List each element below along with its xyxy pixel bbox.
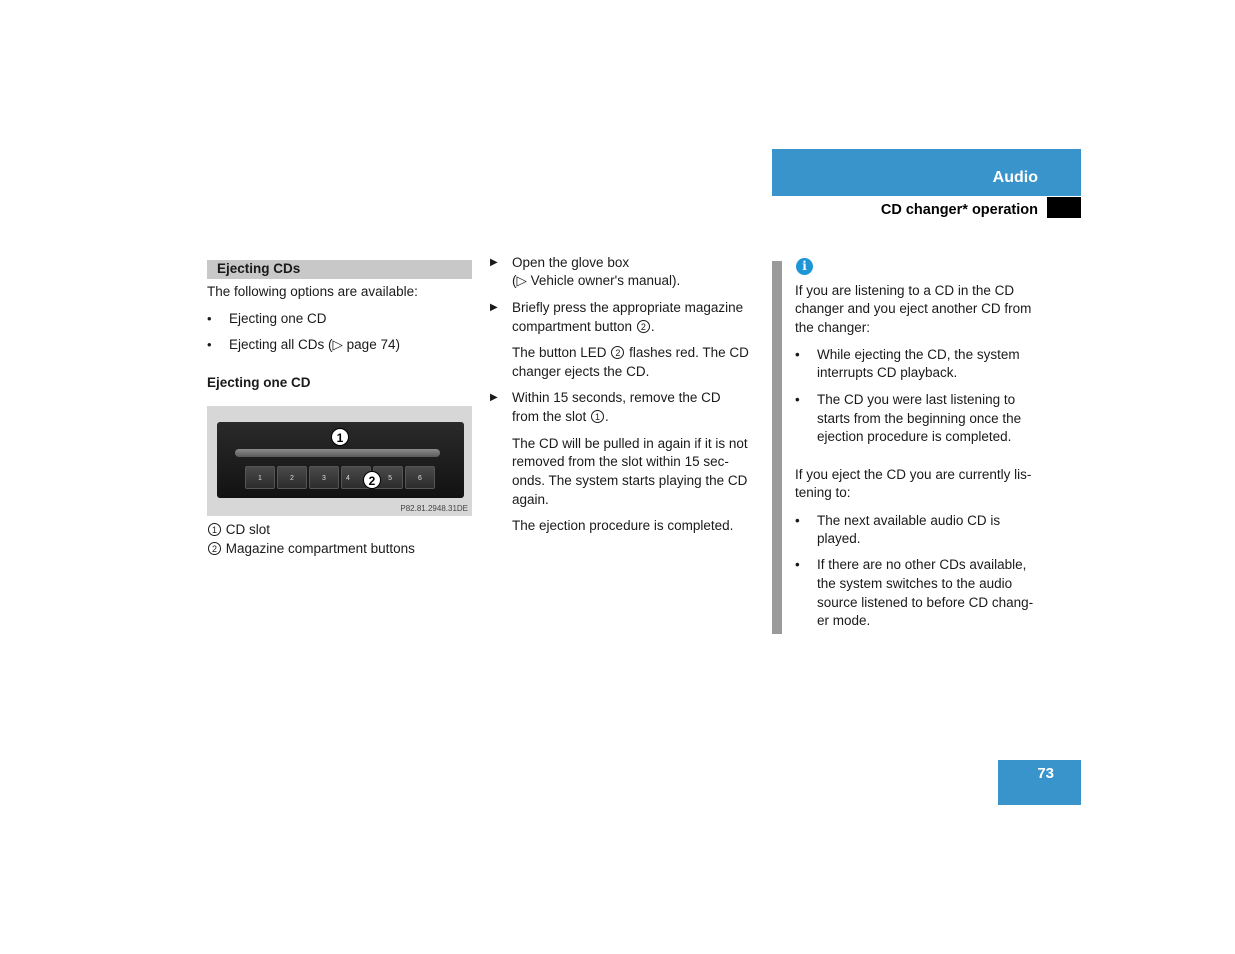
note-bullet-dot: • (795, 392, 800, 407)
note-text: tening to: (795, 485, 851, 500)
legend-item (207, 539, 415, 558)
note-bullet-text: starts from the beginning once the (817, 411, 1022, 426)
step-arrow-icon: ▶ (490, 302, 498, 313)
legend-text: Magazine compartment buttons (225, 541, 415, 556)
step-text-part: compartment button (512, 319, 633, 334)
result-text-part: flashes red. The CD (629, 345, 749, 360)
result-text (512, 343, 749, 362)
magazine-button: 1 (245, 466, 275, 489)
result-text: The CD will be pulled in again if it is not (512, 436, 748, 451)
note-text: changer and you eject another CD from (795, 301, 1032, 316)
legend-text: CD slot (225, 522, 271, 537)
note-text: If you eject the CD you are currently lis- (795, 467, 1032, 482)
option-text: Ejecting one CD (229, 311, 327, 326)
section-title: CD changer* operation (880, 202, 1038, 218)
header-marker (1047, 197, 1081, 218)
result-text: removed from the slot within 15 sec- (512, 454, 729, 469)
final-text: The ejection procedure is completed. (512, 518, 734, 533)
chapter-title: Audio (992, 169, 1038, 186)
legend-number: 1 (208, 523, 221, 536)
step-text[interactable]: (▷ Vehicle owner's manual). (512, 273, 681, 288)
note-bullet-text: The CD you were last listening to (817, 392, 1016, 407)
intro-text: The following options are available: (207, 284, 418, 299)
result-text: onds. The system starts playing the CD (512, 473, 748, 488)
result-text: changer ejects the CD. (512, 364, 650, 379)
magazine-button: 3 (309, 466, 339, 489)
result-text-part: The button LED (512, 345, 607, 360)
note-bullet-dot: • (795, 347, 800, 362)
magazine-button: 6 (405, 466, 435, 489)
note-bullet-text: While ejecting the CD, the system (817, 347, 1020, 362)
note-bullet-dot: • (795, 513, 800, 528)
callout-1: 1 (331, 428, 349, 446)
note-bullet-text: source listened to before CD chang- (817, 595, 1034, 610)
ref-number: 2 (611, 346, 624, 359)
note-bullet-text: If there are no other CDs available, (817, 557, 1027, 572)
magazine-button: 2 (277, 466, 307, 489)
page-number: 73 (1037, 765, 1054, 782)
note-bullet-text: played. (817, 531, 861, 546)
option-item: • (207, 311, 212, 326)
result-text: again. (512, 492, 549, 507)
option-text[interactable]: Ejecting all CDs (▷ page 74) (229, 337, 400, 352)
ref-number: 1 (591, 410, 604, 423)
note-bullet-text: interrupts CD playback. (817, 365, 958, 380)
step-arrow-icon: ▶ (490, 257, 498, 268)
note-bullet-text: the system switches to the audio (817, 576, 1013, 591)
ref-number: 2 (637, 320, 650, 333)
note-bullet-text: ejection procedure is completed. (817, 429, 1012, 444)
step-text: Within 15 seconds, remove the CD (512, 390, 721, 405)
legend-item (207, 520, 270, 539)
section-heading: Ejecting CDs (217, 261, 301, 276)
step-text: Open the glove box (512, 255, 630, 270)
note-bar (772, 261, 782, 634)
step-text: from the slot 1 . (512, 409, 609, 424)
step-text: Briefly press the appropriate magazine (512, 300, 744, 315)
step-arrow-icon: ▶ (490, 392, 498, 403)
info-icon: i (796, 258, 813, 275)
legend-number: 2 (208, 542, 221, 555)
magazine-button: 4 (341, 466, 371, 489)
step-text: compartment button 2 . (512, 319, 655, 334)
step-text-part: from the slot (512, 409, 587, 424)
note-bullet-text: er mode. (817, 613, 871, 628)
note-text: If you are listening to a CD in the CD (795, 283, 1015, 298)
note-text: the changer: (795, 320, 871, 335)
magazine-button: 5 (373, 466, 403, 489)
option-item: • (207, 337, 212, 352)
subheading: Ejecting one CD (207, 375, 311, 390)
figure-code: P82.81.2948.31DE (400, 504, 468, 513)
note-bullet-text: The next available audio CD is (817, 513, 1001, 528)
cd-changer-figure (207, 406, 472, 516)
cd-slot (235, 449, 440, 457)
note-bullet-dot: • (795, 557, 800, 572)
callout-2: 2 (363, 471, 381, 489)
